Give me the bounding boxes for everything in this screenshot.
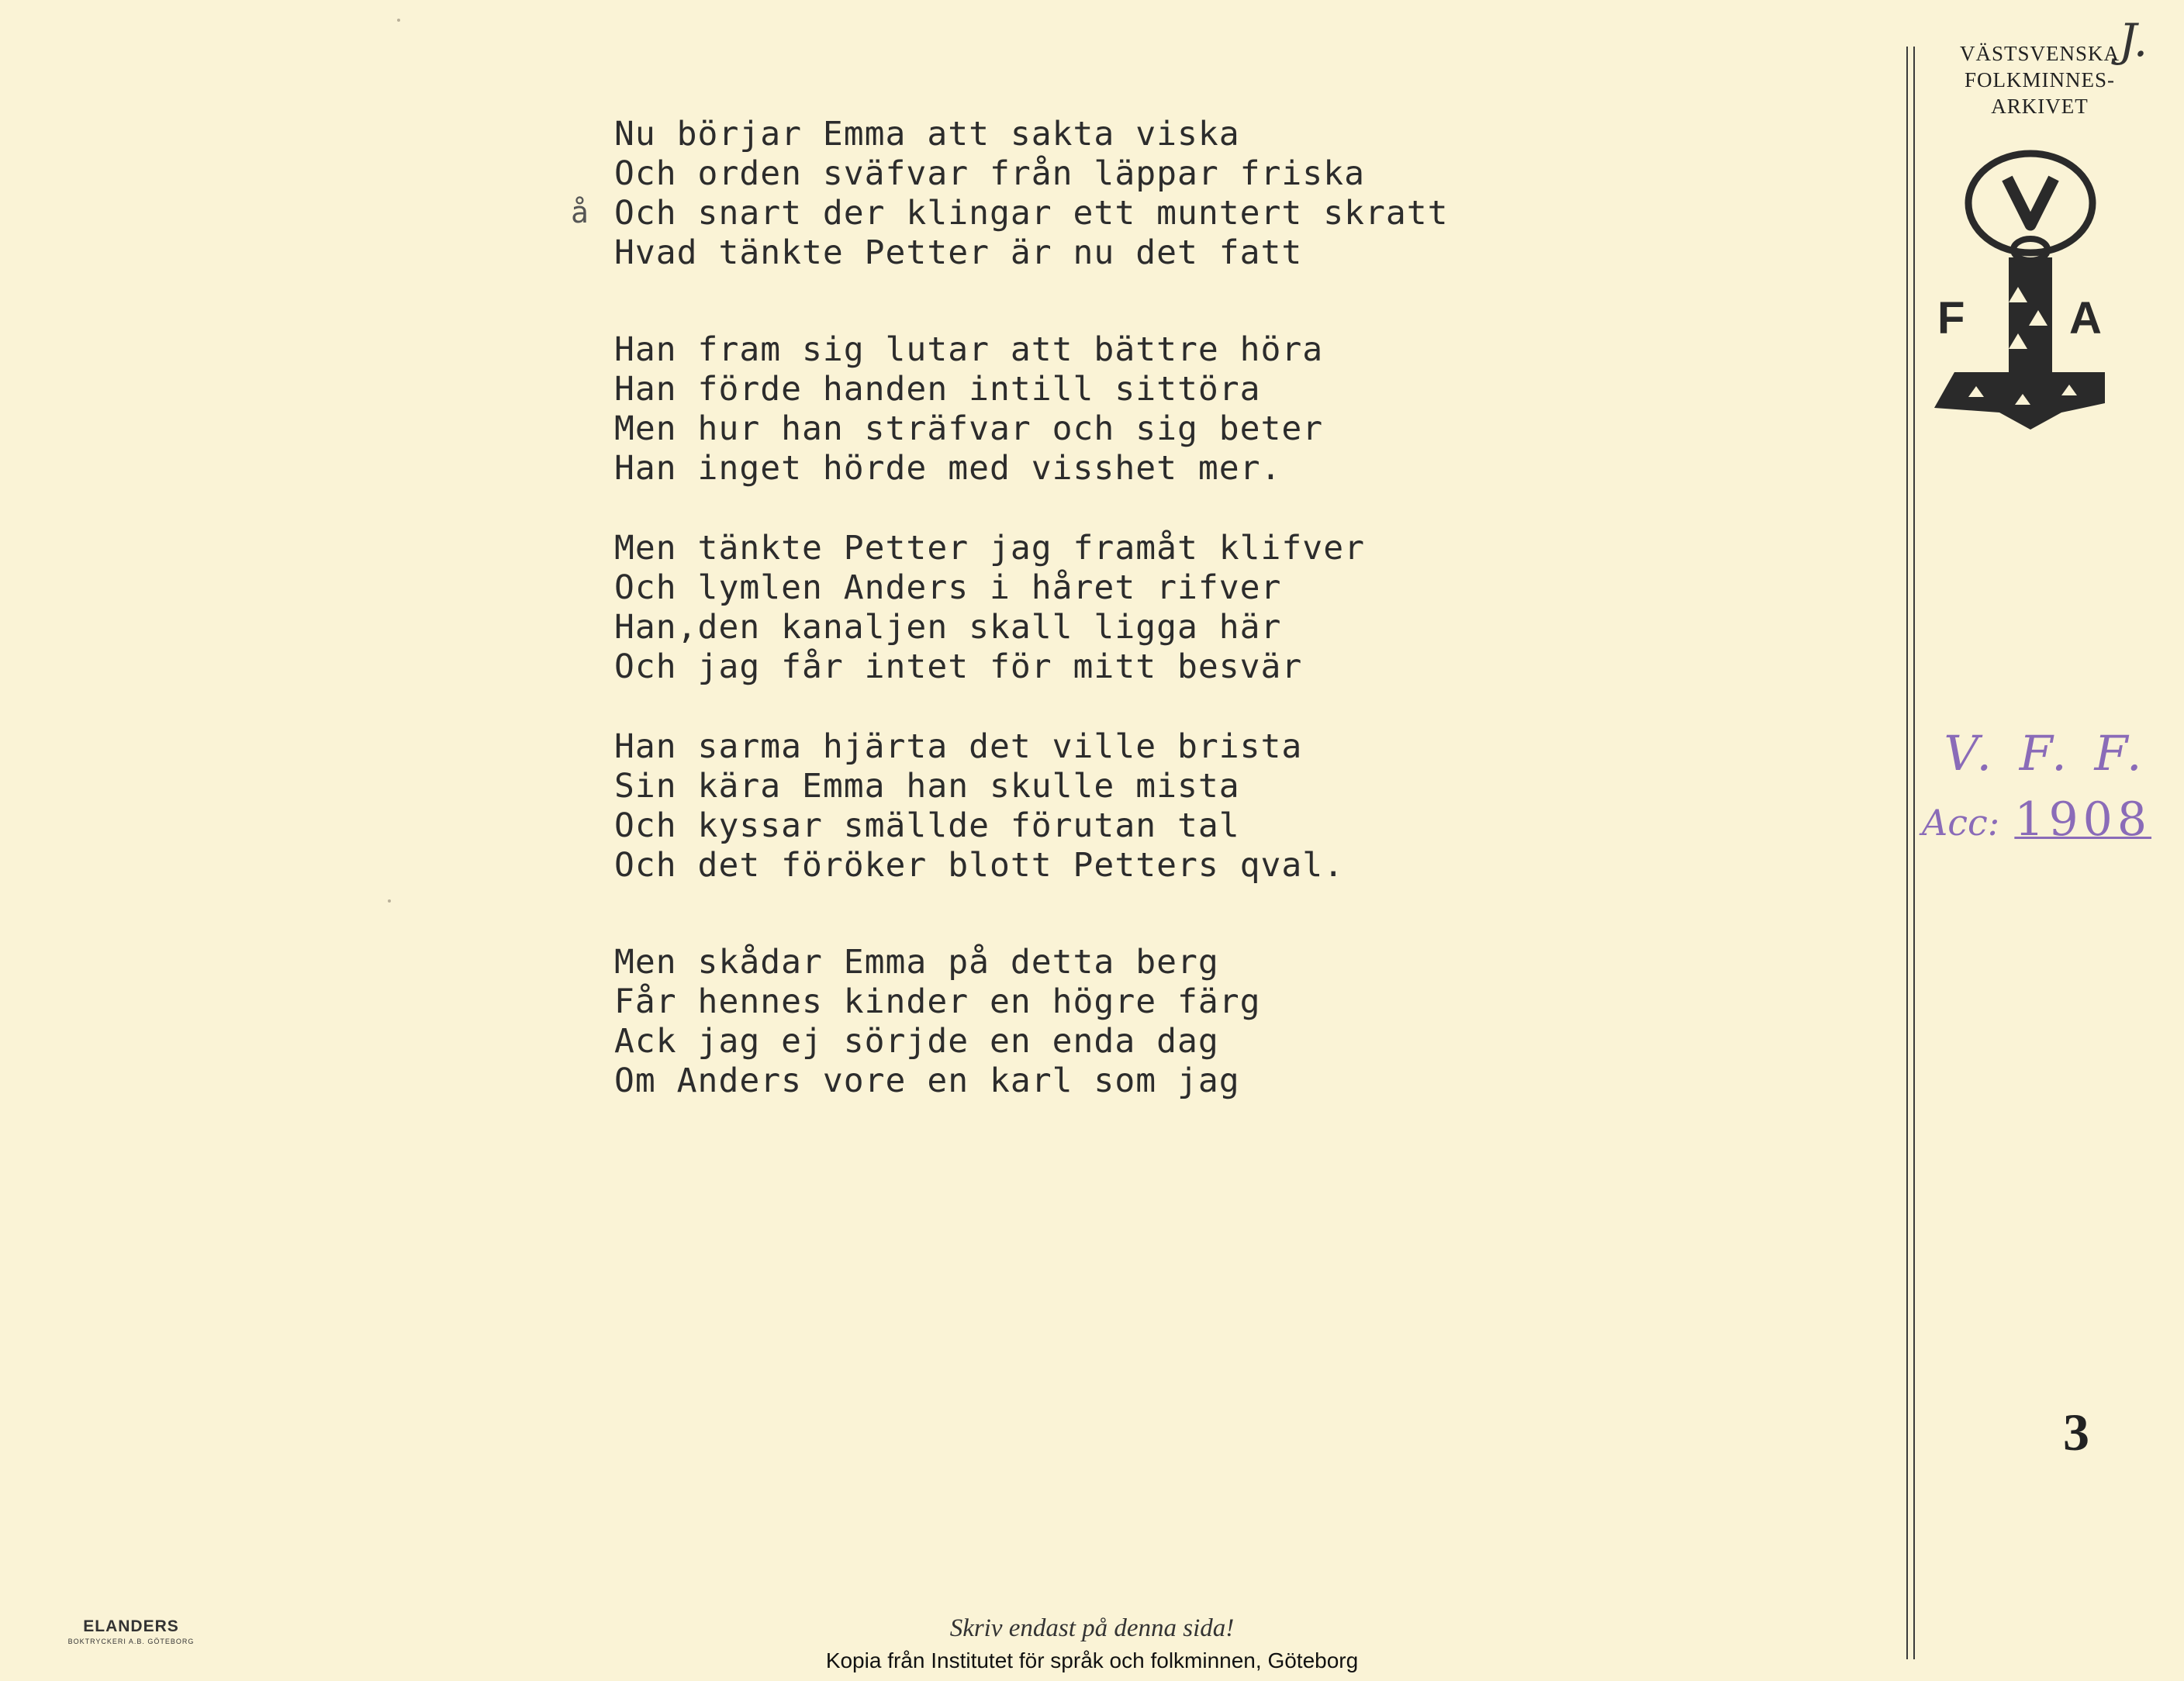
stanza-2 <box>614 330 1449 488</box>
poem-line: Och jag får intet för mitt besvär <box>614 647 1303 686</box>
printer-name: ELANDERS <box>83 1617 179 1635</box>
stanza-1 <box>614 115 1449 273</box>
poem-line: Ack jag ej sörjde en enda dag <box>614 1022 1219 1061</box>
poem-line: Men hur han sträfvar och sig beter <box>614 409 1324 448</box>
accession-stamp <box>1922 725 2170 847</box>
accession-number: 1908 <box>2014 792 2152 847</box>
archive-name-line: VÄSTSVENSKA <box>1959 42 2120 65</box>
poem-line: Om Anders vore en karl som jag <box>614 1061 1240 1100</box>
printer-subtitle: BOKTRYCKERI A.B. GÖTEBORG <box>67 1638 195 1645</box>
stanza-5 <box>614 943 1449 1101</box>
poem-line: Han sarma hjärta det ville brista <box>614 727 1303 766</box>
archive-name-line: FOLKMINNES- <box>1964 68 2115 91</box>
poem-line: Han fram sig lutar att bättre höra <box>614 330 1324 369</box>
poem-line: Och snart der klingar ett muntert skratt <box>614 194 1449 233</box>
page-number: 3 <box>2063 1403 2089 1462</box>
poem-line: Och det föröker blott Petters qval. <box>614 846 1345 885</box>
margin-rule <box>1913 47 1915 1659</box>
logo-letter-f: F <box>1937 293 1965 343</box>
logo-letter-a: A <box>2069 293 2102 343</box>
poem-line: Han inget hörde med visshet mer. <box>614 449 1282 488</box>
stanza-4 <box>614 727 1449 885</box>
accession-line <box>1922 792 2170 847</box>
margin-rule <box>1906 47 1908 1659</box>
accession-prefix: Acc: <box>1922 802 2000 844</box>
poem-line: Och kyssar smällde förutan tal <box>614 806 1240 845</box>
poem-line: Men tänkte Petter jag framåt klifver <box>614 529 1365 568</box>
vfa-logo-icon <box>1930 147 2124 450</box>
vff-stamp-text: V. F. F. <box>1944 725 2148 782</box>
margin-mark: å <box>571 195 589 230</box>
paper-speck <box>388 899 391 903</box>
poem-line: Nu börjar Emma att sakta viska <box>614 115 1240 154</box>
poem-line: Hvad tänkte Petter är nu det fatt <box>614 233 1303 272</box>
handwritten-mark: J. <box>2119 14 2148 67</box>
copy-note: Kopia från Institutet för språk och folkminnen, Göteborg <box>825 1648 1359 1672</box>
stanza-3 <box>614 529 1449 687</box>
poem-line: Sin kära Emma han skulle mista <box>614 767 1240 806</box>
poem-line: Han,den kanaljen skall ligga här <box>614 608 1282 647</box>
footer-instruction: Skriv endast på denna sida! <box>949 1614 1235 1642</box>
poem-line: Men skådar Emma på detta berg <box>614 943 1219 982</box>
typewritten-poem <box>614 115 1449 1101</box>
poem-line: Får hennes kinder en högre färg <box>614 982 1261 1021</box>
poem-line: Han förde handen intill sittöra <box>614 370 1261 409</box>
poem-line: Och orden sväfvar från läppar friska <box>614 154 1365 193</box>
poem-line: Och lymlen Anders i håret rifver <box>614 568 1282 607</box>
archive-name-line: ARKIVET <box>1991 95 2089 118</box>
paper-speck <box>397 19 400 22</box>
